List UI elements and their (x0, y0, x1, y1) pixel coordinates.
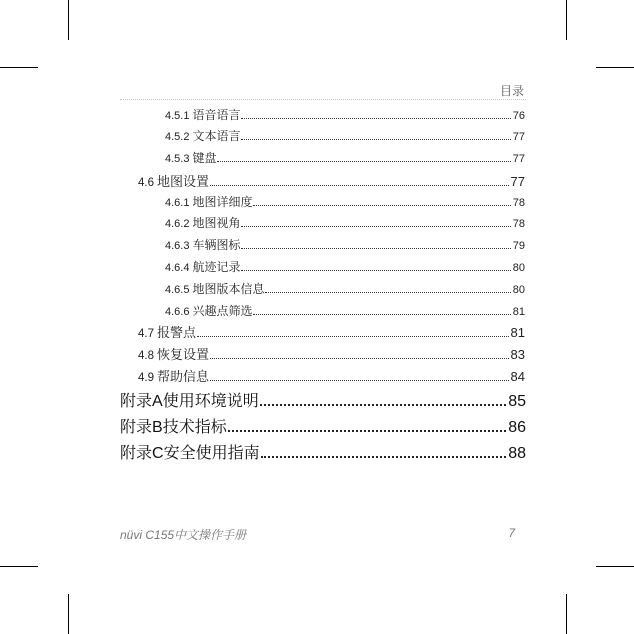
toc-entry-number: 4.9 (138, 372, 154, 384)
toc-dot-leader (241, 240, 510, 249)
toc-entry-number: 4.6.1 (165, 197, 190, 209)
toc-entry-number: 4.6.6 (165, 306, 190, 318)
page-number: 7 (508, 526, 515, 540)
toc-entry-page: 76 (512, 110, 525, 122)
toc-entry-page: 86 (508, 419, 526, 436)
toc-dot-leader (261, 447, 507, 458)
toc-entry-page: 77 (510, 174, 525, 189)
toc-dot-leader (210, 371, 509, 381)
toc-entry-title: 语音语言 (192, 108, 241, 122)
toc-entry[interactable] (165, 193, 525, 210)
toc-entry[interactable] (165, 214, 525, 231)
toc-entry[interactable] (138, 344, 525, 363)
toc-entry[interactable] (120, 388, 526, 411)
toc-entry[interactable] (120, 440, 526, 463)
toc-entry-title: 键盘 (192, 151, 217, 165)
toc-entry-page: 79 (512, 240, 525, 252)
toc-entry[interactable] (165, 302, 525, 319)
toc-dot-leader (228, 421, 507, 432)
toc-entry-number: 4.5.3 (165, 153, 190, 165)
toc-entry[interactable] (138, 171, 525, 190)
toc-entry-number: 4.6 (138, 177, 154, 189)
toc-entry-number: 4.5.1 (165, 110, 190, 122)
toc-entry-number: 4.8 (138, 350, 154, 362)
toc-entry-title: 文本语言 (192, 129, 241, 143)
toc-dot-leader (210, 349, 509, 359)
toc-entry-title: 地图详细度 (192, 195, 253, 209)
toc-entry-number: 4.6.4 (165, 262, 190, 274)
toc-dot-leader (217, 153, 510, 162)
toc-entry-title: 安全使用指南 (163, 445, 260, 462)
toc-entry[interactable] (165, 236, 525, 253)
toc-entry[interactable] (120, 414, 526, 437)
toc-dot-leader (253, 306, 510, 315)
toc-entry-page: 78 (512, 218, 525, 230)
toc-entry-page: 84 (510, 369, 525, 384)
toc-entry-page: 80 (512, 284, 525, 296)
toc-entry-page: 78 (512, 197, 525, 209)
toc-entry-page: 88 (508, 445, 526, 462)
toc-entry-number: 4.6.3 (165, 240, 190, 252)
toc-entry-page: 77 (512, 131, 525, 143)
toc-entry-page: 81 (510, 325, 525, 340)
toc-dot-leader (260, 395, 507, 406)
toc-entry[interactable] (165, 127, 525, 144)
toc-entry-number: 附录C (120, 445, 164, 462)
toc-entry-title: 车辆图标 (192, 238, 241, 252)
toc-entry[interactable] (165, 280, 525, 297)
toc-entry-page: 80 (512, 262, 525, 274)
toc-entry-page: 83 (510, 347, 525, 362)
toc-dot-leader (241, 110, 510, 119)
toc-entry-number: 4.7 (138, 328, 154, 340)
toc-entry-title: 恢复设置 (157, 347, 210, 362)
toc-dot-leader (253, 197, 510, 206)
toc-entry[interactable] (165, 149, 525, 166)
toc-entry[interactable] (138, 322, 525, 341)
toc-dot-leader (241, 131, 510, 140)
toc-entry[interactable] (165, 106, 525, 123)
toc-entry-page: 77 (512, 153, 525, 165)
toc-entry-title: 地图设置 (157, 174, 210, 189)
toc-entry-page: 81 (512, 306, 525, 318)
toc-entry-number: 4.6.2 (165, 218, 190, 230)
toc-entry-number: 附录B (120, 419, 163, 436)
toc-entry-title: 帮助信息 (157, 369, 210, 384)
toc-entry[interactable] (138, 366, 525, 385)
toc-entry-title: 地图视角 (192, 216, 241, 230)
toc-entry[interactable] (165, 258, 525, 275)
toc-entry-title: 航迹记录 (192, 260, 241, 274)
toc-dot-leader (197, 327, 509, 337)
toc-entry-title: 技术指标 (162, 419, 227, 436)
toc-entry-number: 4.6.5 (165, 284, 190, 296)
toc-dot-leader (241, 262, 510, 271)
toc-entry-number: 4.5.2 (165, 131, 190, 143)
toc-entry-title: 报警点 (157, 325, 197, 340)
toc-entry-title: 使用环境说明 (162, 393, 259, 410)
section-label: 目录 (499, 84, 524, 98)
toc-entry-title: 兴趣点筛选 (192, 304, 253, 318)
toc-dot-leader (241, 218, 510, 227)
toc-entry-number: 附录A (120, 393, 163, 410)
toc-dot-leader (265, 284, 510, 293)
toc-entry-page: 85 (508, 393, 526, 410)
toc-dot-leader (210, 176, 509, 186)
manual-title: nüvi C155中文操作手册 (120, 528, 247, 542)
toc-entry-title: 地图版本信息 (192, 282, 265, 296)
